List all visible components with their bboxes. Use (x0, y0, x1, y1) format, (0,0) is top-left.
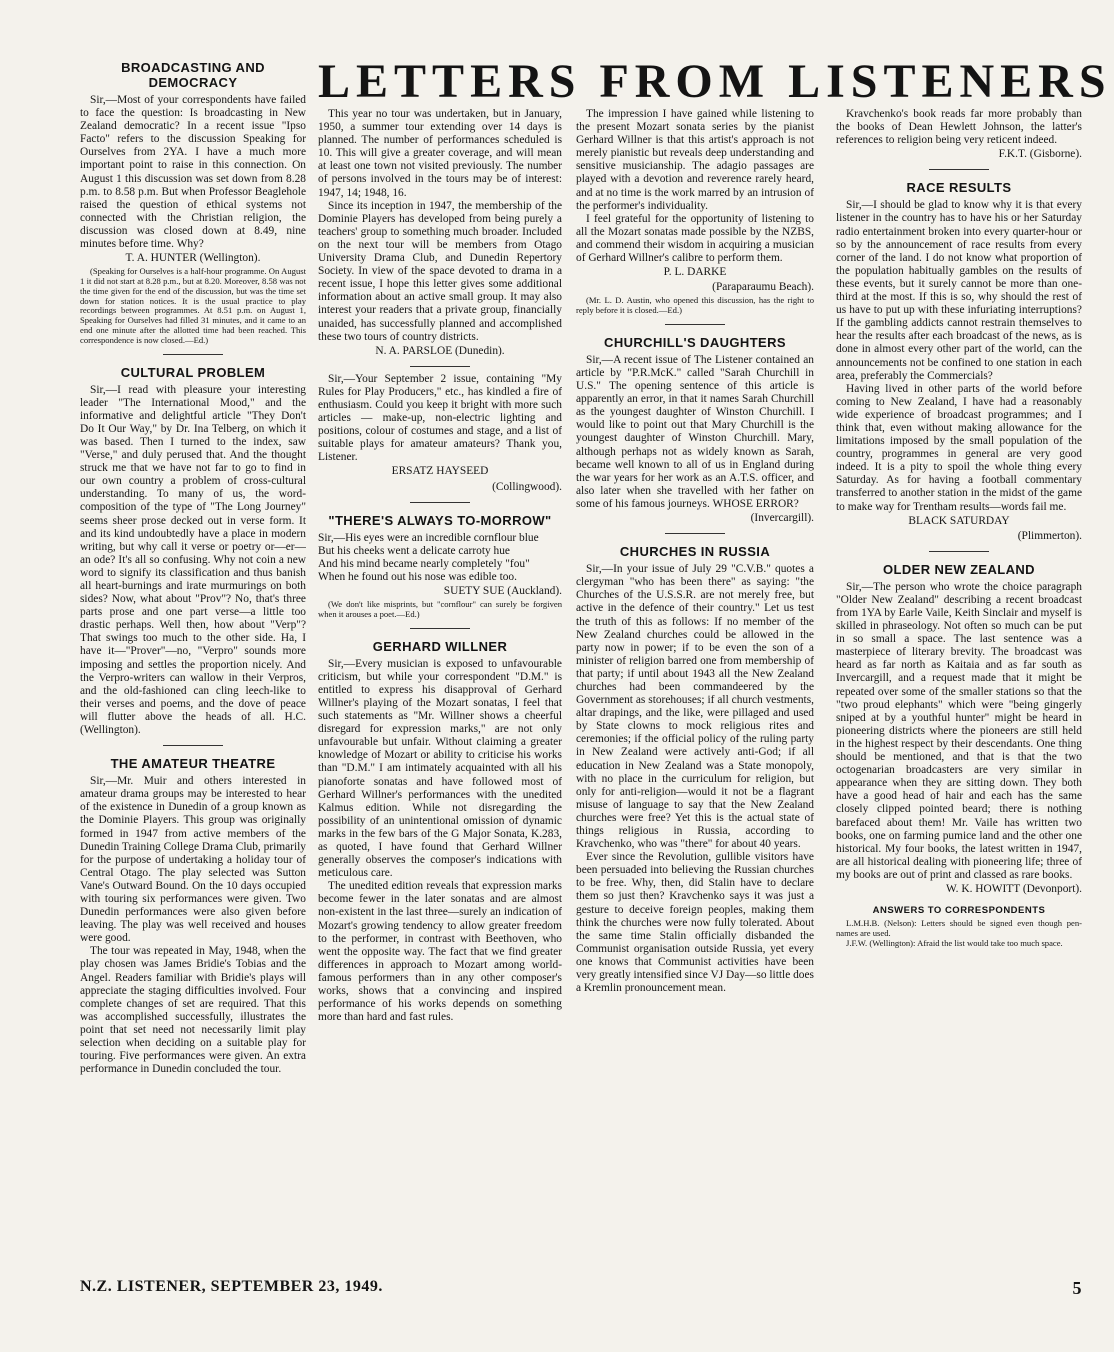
letter-paragraph: I feel grateful for the opportunity of listening to all the Mozart sonatas made possible by the NZBS, and commend their wisdom in acquiring a musician of Gerhard Willner's calibre to perform them. (576, 212, 814, 265)
column-4 (836, 108, 1082, 1308)
letter-paragraph: The impression I have gained while listening to the present Mozart sonata series by the pianist Gerhard Willner is that this artist's approach is not merely pianistic but reveals deep understanding and sensitive musicianship. The adagio passages are played with a devotion and reverence rarely heard, and at no time is the work marred by an intrusion of the performer's individuality. (576, 108, 814, 212)
page-number: 5 (1072, 1278, 1082, 1298)
letter-paragraph: Having lived in other parts of the world before coming to New Zealand, I have had a reasonably wide experience of broadcast programmes; and I think that, even without making allowance for the limitations imposed by the small population of the country, programmes in general are very good indeed. It is a pity to spoil the whole thing every Saturday. As for having a football commentary transferred to another station in the midst of the game to make way for Trentham results—words fail me. (836, 382, 1082, 513)
signature: P. L. DARKE (663, 266, 727, 279)
letter-paragraph: Ever since the Revolution, gullible visitors have been persuaded into believing the Russian churches to be free. Why, then, did Stalin have to declare them so just then? Kravchenko says it was just a gesture to deceive foreign peoples, making them think the churches were now fully tolerated. About the same time Stalin officially disbanded the Communist organisation outside Russia, yet every one knows that Communist activities have been very greatly intensified since VJ Day—so little does a Kremlin pronouncement mean. (576, 851, 814, 995)
letter-paragraph: Sir,—I read with pleasure your interesting leader "The International Mood," and the informative and delightful article "They Don't Do It Our Way," by Dr. Ina Telberg, on which it was based. Then I turned to the index, saw "Verse," and duly perused that. And the thought struck me that we have not far to go to find in our own country a problem of cross-cultural understanding. To many of us, the word-composition of the type of "The Long Journey" seems sheer prose decked out in verse form. It and its kind undoubtedly have a place in modern writing, but why call it verse or poetry or—er—an ode? It's all so confusing. Why not coin a new word to signify its classification and thus banish all heart-burnings and irate murmurings on both sides? Now, what about "Prov"? No, that's three parts prose and one part verse—a little too drastic perhaps. Well then, how about "Verp"? That swings too much to the other side. Ha, I have it—"Prover"—no, "Verpro" sounds more imposing and settles the proportion nicely. And the Verpro-writers can wallow in their Verpros, and the old-fashioned can cling leech-like to their verses and poems, and the dove of peace will flutter above the heads of all. H.C. (Wellington). (80, 383, 306, 737)
signature: F.K.T. (Gisborne). (998, 148, 1082, 161)
column-3 (576, 108, 814, 1308)
column-2 (318, 108, 562, 1308)
divider (163, 745, 223, 746)
verse-line: When he found out his nose was edible too. (318, 570, 517, 583)
divider (410, 502, 470, 503)
signature: BLACK SATURDAY (908, 514, 1010, 527)
divider (410, 628, 470, 629)
letter-paragraph: The unedited edition reveals that expression marks become fewer in the later sonatas and are almost non-existent in the last three—surely an indication of Mozart's growing tendency to allow greater freedom to the performer, in contrast with Beethoven, who went the opposite way. The fact that we find greater differences in approach to Mozart among world-famous performers than in any other composer's works, shows that a convincing and inspired performance of his works depends on something more than hard and fast rules. (318, 880, 562, 1024)
verse-line: And his mind became nearly completely "fou" (318, 557, 530, 570)
signature-place: (Plimmerton). (1017, 529, 1082, 542)
signature-place: (Collingwood). (492, 480, 562, 493)
letter-paragraph: Sir,—Every musician is exposed to unfavourable criticism, but while your correspondent "D.M." is entitled to express his disapproval of Gerhard Willner's playing of the Mozart sonatas, I feel that such statements as "Mr. Willner shows a cheerful disregard for expression marks," are not only unfavourable but unfair. Without claiming a greater knowledge of Mozart or ability to criticise his works than "D.M." I am intimately acquainted with all his pianoforte sonatas and have followed most of Gerhard Willner's performances with the unedited Kalmus edition. While not disregarding the possibility of an unintentional omission of dynamic marks in the few bars of the G Major Sonata, K.283, as quoted, I have found that Gerhard Willner generally observes the composer's indications with meticulous care. (318, 657, 562, 880)
signature: SUETY SUE (Auckland). (443, 585, 562, 597)
column-1 (80, 60, 306, 1260)
letter-paragraph: Sir,—Most of your correspondents have failed to face the question: Is broadcasting in New Zealand democratic? In a recent issue "Ipso Facto" refers to the discussion Speaking for Ourselves from 2YA. I have a much more important point to raise in this connection. On August 1 this discussion was set down from 8.28 p.m. to 8.58 p.m. But when Professor Beaglehole raised the question of ethical systems not connected with the Christian religion, the discussion was closed down at 8.49, nine minutes before time. Why? (80, 94, 306, 251)
heading-race-results: RACE RESULTS (906, 180, 1012, 196)
answer-item: L.M.H.B. (Nelson): Letters should be signed even though pen-names are used. (836, 918, 1082, 938)
heading-churchills-daughters: CHURCHILL'S DAUGHTERS (604, 334, 786, 350)
divider (665, 533, 725, 534)
divider (665, 324, 725, 325)
divider (929, 551, 989, 552)
verse-line: Sir,—His eyes were an incredible cornflour blue (318, 531, 539, 544)
letter-paragraph: Sir,—Mr. Muir and others interested in amateur drama groups may be interested to hear of the existence in Dunedin of a group known as the Dominie Players. This group was originally formed in 1947 from active members of the Dunedin Training College Drama Club, primarily for the purpose of undertaking a holiday tour of Central Otago. The play selected was Sutton Vane's Outward Bound. On the 10 days occupied with touring six performances were given. Two Dunedin performances were also given before leaving. The play was well received and houses were good. (80, 775, 306, 945)
divider (410, 366, 470, 367)
page-footer (80, 1278, 1082, 1300)
signature: T. A. HUNTER (Wellington). (125, 252, 261, 265)
letter-paragraph: Sir,—The person who wrote the choice paragraph "Older New Zealand" describing a recent broadcast from 1YA by Earle Vaile, Keith Sinclair and myself is skilled in phraseology. Not often so much can be put in so small a space. The last sentence was a masterpiece of literary brevity. The broadcast was heard as far north as Kaitaia and as far south as Invercargill, and a request made that it might be repeated over some of the smaller stations so that the "two proud elephants" which were "being gingerly sniped at by a youthful hunter" might be heard in pioneering districts where the pioneers are still held in the highest respect by their descendants. One thing should be mentioned, and that is that the two octogenarian broadcasters are very similar in appearance when they are sitting down. They both have a good head of hair and each has the same closely clipped pointed beard; there is nothing barefaced about them! Mr. Vaile has written two books, one on farming pumice land and the other one historical. My four books, the latest written in 1947, are all historical dealing with pioneering life; three of my books are out of print and classed as rare books. (836, 580, 1082, 881)
signature: W. K. HOWITT (Devonport). (945, 882, 1082, 895)
heading-cultural: CULTURAL PROBLEM (120, 364, 266, 380)
heading-broadcasting: BROADCASTING AND DEMOCRACY (121, 60, 265, 90)
editor-note: (Mr. L. D. Austin, who opened this discussion, has the right to reply before it is closed.—Ed.) (576, 295, 814, 316)
letter-paragraph: This year no tour was undertaken, but in January, 1950, a summer tour extending over 14 days is planned. The number of performances scheduled is 10. This will give a greater coverage, and will mean at least one town not visited previously. The number of persons involved in the tours may be of interest: 1947, 14; 1948, 16. (318, 108, 562, 199)
answer-item: J.F.W. (Wellington): Afraid the list would take too much space. (846, 937, 1063, 948)
letter-paragraph: Since its inception in 1947, the membership of the Dominie Players has developed from being purely a teachers' group to something much broader. Included on the next tour will be members from Otago University Drama Club, and Dunedin Repertory Society. In view of the space devoted to drama in a recent issue, I hope this letter gives some additional information about an active small group. It may also interest your readers that a private group, financially unaided, has successfully planned and accomplished these two tours of country districts. (318, 199, 562, 343)
masthead: LETTERS FROM LISTENERS (318, 55, 1112, 108)
heading-amateur-theatre: THE AMATEUR THEATRE (110, 756, 276, 772)
letter-paragraph: The tour was repeated in May, 1948, when the play chosen was James Bridie's Tobias and the Angel. Readers familiar with Bridie's plays will appreciate the staging difficulties involved. Four complete changes of set are required. That this was accomplished successfully, illustrates the point that set need not necessarily limit play selection when deciding on a suitable play for touring. Five performances were given. An extra performance in Dunedin concluded the tour. (80, 945, 306, 1076)
heading-older-new-zealand: OLDER NEW ZEALAND (883, 561, 1035, 577)
letter-paragraph: Sir,—I should be glad to know why it is that every listener in the country has to have his or her Saturday radio entertainment broken into every quarter-hour or so by the announcement of race results from every corner of the land. I do not know what proportion of the population habitually gambles on the results of these events, but it surely cannot be more than one-third at the most. If this is so, why should the rest of us have to put up with these infuriating interruptions? If the gambling addicts cannot restrain themselves to hear the results after each broadcast of the news, as is done in almost every other part of the world, can the announcements not be confined to one station in each area, preferably the Commercials? (836, 199, 1082, 382)
heading-gerhard-willner: GERHARD WILLNER (372, 638, 508, 654)
heading-churches-in-russia: CHURCHES IN RUSSIA (619, 544, 771, 560)
letter-paragraph: Sir,—A recent issue of The Listener contained an article by "P.R.McK." called "Sarah Churchill in U.S." The opening sentence of this article is apparently an error, in that it names Sarah Churchill as the youngest daughter of Winston Churchill. I would like to point out that Mary Churchill is the youngest daughter of Winston Churchill. Mary, although perhaps not as widely known as Sarah, became well known to all of us in England during the war years for her work as an A.T.S. officer, and also later when she travelled with her father on some of his famous journeys. WHOSE ERROR? (576, 353, 814, 510)
letter-paragraph: Sir,—Your September 2 issue, containing "My Rules for Play Producers," etc., has kindled a fire of enthusiasm. Could you keep it bright with more such articles — make-up, non-electric lighting and positions, colour of costumes and stage, and a list of suitable plays for amateur amateurs? Thank you, Listener. (318, 372, 562, 464)
editor-note: (Speaking for Ourselves is a half-hour programme. On August 1 it did not start at 8.28 p.m., but at 8.20. Moreover, 8.58 was not the time given for the end of the discussion, but was the time set down for station notices. It is the usual practice to play recordings between programmes. At 8.51 p.m. on August 1, Speaking for Ourselves had filled 31 minutes, and it came to an end one minute after the allotted time had been reached. This correspondence is now closed.—Ed.) (80, 266, 306, 345)
signature: (Invercargill). (750, 512, 814, 525)
heading-answers: ANSWERS TO CORRESPONDENTS (872, 905, 1046, 917)
editor-note: (We don't like misprints, but "cornflour" can surely be forgiven when it arouses a poet.—Ed.) (318, 599, 562, 619)
divider (929, 169, 989, 170)
signature: N. A. PARSLOE (Dunedin). (375, 344, 505, 357)
letter-paragraph: Kravchenko's book reads far more probably than the books of Dean Hewlett Johnson, the latter's references to religion being very reticent indeed. (836, 108, 1082, 147)
signature-place: (Paraparaumu Beach). (712, 281, 814, 294)
verse-line: But his cheeks went a delicate carroty hue (318, 544, 510, 557)
divider (163, 354, 223, 355)
heading-always-tomorrow: "THERE'S ALWAYS TO-MORROW" (328, 512, 552, 528)
signature: ERSATZ HAYSEED (391, 465, 489, 478)
letter-paragraph: Sir,—In your issue of July 29 "C.V.B." quotes a clergyman "who has been there" as saying: "the Churches of the U.S.S.R. are not merely free, but active in the defence of their country." Let us test the truth of this as follows: If no member of the New Zealand churches could be allowed in the party now in power; if to be even the son of a minister of religion barred one from membership of that party; if until about 1943 all the New Zealand churches had been commandeered by the Government as storehouses; if all church vestments, altar drapings, and the like, were pillaged and used by State clowns to mock religious rites and ceremonies; if the official policy of the ruling party in New Zealand were actively anti-God; if all education in New Zealand was a State monopoly, with no place in the curriculum for religion, but only for anti-religion—would it not be a flagrant misuse of language to say that the New Zealand churches were free? Yet this is the actual state of things religious in Russia, according to Kravchenko, who was "there" for about 40 years. (576, 563, 814, 851)
issue-date: N.Z. LISTENER, SEPTEMBER 23, 1949. (80, 1278, 383, 1295)
